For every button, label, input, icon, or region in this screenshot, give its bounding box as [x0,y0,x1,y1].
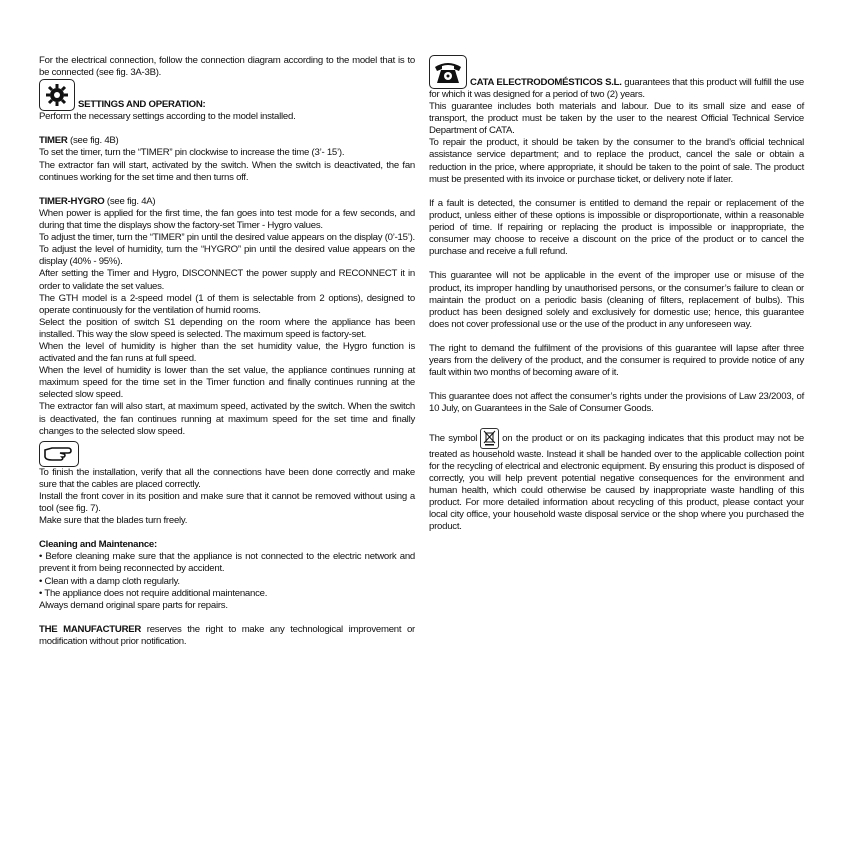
guarantee-para-4: If a fault is detected, the consumer is entitled to demand the repair or replacement of the product, unless either of these options is impossible or disproportionate, within a reasonable period of time. If repairing or replacing the product is impossible or inappropriate, the consumer may choose to receive a discount on the price of the product or to cancel the purchase and receive a full refund. [429,197,804,258]
timer-para-2: The extractor fan will start, activated by the switch. When the switch is deactivated, the fan continues working for the set time and then turns off. [39,159,415,183]
telephone-icon [429,55,467,89]
finish-note-text: To finish the installation, verify that all the connections have been done correctly and make sure that the cables are placed correctly. [39,466,415,490]
hygro-para-2: To adjust the timer, turn the “TIMER” pin until the desired value appears on the display (0’-15’). [39,232,415,244]
cleaning-para-3: • The appliance does not require additional maintenance. [39,587,268,599]
guarantee-para-1 [429,55,804,101]
guarantee-para-2: This guarantee includes both materials and labour. Due to its small size and ease of transport, the product must be taken by the user to the nearest Official Technical Service Department of CATA. [429,101,804,137]
cover-text: Install the front cover in its position and make sure that it cannot be removed without using a tool (see fig. 7). [39,490,415,514]
hygro-para-9: The extractor fan will also start, at maximum speed, activated by the switch. When the switch is deactivated, the fan continues running at maximum speed for the set time and finally changes to the selected slow speed. [39,401,415,437]
connection-intro: For the electrical connection, follow the connection diagram according to the model that is to be connected (see fig. 3A-3B). [39,55,415,79]
hygro-para-3: To adjust the level of humidity, turn the “HYGRO” pin until the desired value appears on the display (40% - 95%). [39,244,415,268]
blades-text: Make sure that the blades turn freely. [39,515,188,527]
guarantee-para-7: This guarantee does not affect the consumer’s rights under the provisions of Law 23/2003, of 10 July, on Guarantees in the Sale of Consumer Goods. [429,391,804,415]
hygro-para-8: When the level of humidity is lower than the set value, the appliance continues running at maximum speed for the time set in the Timer function and finally continues running at the selected slow speed. [39,365,415,401]
cleaning-para-4: Always demand original spare parts for repairs. [39,599,228,611]
hygro-para-1: When power is applied for the first time, the fan goes into test mode for a few seconds, and during that time the displays show the factory-set Timer - Hygro values. [39,207,415,232]
finish-note [39,441,415,467]
settings-title: SETTINGS AND OPERATION: [78,99,206,111]
pointing-hand-icon [39,441,79,467]
cleaning-title [39,539,415,551]
manufacturer-text: reserves the right to make any technological improvement or modification without prior notification. [39,623,415,648]
symbol-pre: The symbol [429,432,478,444]
timer-ref: (see fig. 4B) [67,135,119,147]
cleaning-para-2: • Clean with a damp cloth regularly. [39,575,180,587]
guarantee-para-6: The right to demand the fulfilment of the provisions of this guarantee will lapse after three years from the delivery of the product, and the consumer is required to provide notice of any fault within two months of becoming aware of it. [429,342,804,379]
hygro-para-7: When the level of humidity is higher than the set humidity value, the Hygro function is activated and the fan runs at full speed. [39,340,415,365]
crossed-out-bin-icon [480,428,499,449]
guarantee-text-1: guarantees that this product will fulfill the use for which it was designed for a period of two (2) years. [429,76,804,100]
hygro-para-5: The GTH model is a 2-speed model (1 of them is selectable from 2 options), designed to operate continuously for the ventilation of humid rooms. [39,292,415,316]
timer-title: TIMER [39,135,68,147]
weee-paragraph [429,428,804,534]
manufacturer-note [39,624,415,648]
cleaning-para-1: • Before cleaning make sure that the appliance is not connected to the electric network and prevent it from being reconnected by accident. [39,551,415,575]
timer-heading [39,135,415,147]
cleaning-title-text: Cleaning and Maintenance: [39,539,157,551]
hygro-para-4: After setting the Timer and Hygro, DISCONNECT the power supply and RECONNECT it in order to validate the set values. [39,268,415,292]
settings-heading [39,79,415,111]
hygro-title: TIMER-HYGRO [39,195,105,207]
guarantee-para-3: To repair the product, it should be taken by the consumer to the brand’s official technical assistance service department; and to replace the product, cancel the sale or obtain a reduction in the price, where appropriate, it should be taken to the point of sale. The product must be presented with its invoice or purchase ticket, or delivery note if later. [429,137,804,185]
timer-para-1: To set the timer, turn the “TIMER” pin clockwise to increase the time (3’- 15’). [39,147,345,159]
manufacturer-title: THE MANUFACTURER [39,623,142,635]
settings-text: Perform the necessary settings according to the model installed. [39,111,296,123]
left-column [39,55,415,648]
gear-icon [39,79,75,111]
company-name: CATA ELECTRODOMÉSTICOS S.L. [470,76,622,88]
hygro-heading [39,196,415,208]
symbol-post: on the product or on its packaging indicates that this product may not be treated as household waste. Instead it shall be handed over to the applicable collection point for the recycling of electrical and electronic equipment. By ensuring this product is disposed of correctly, you will help prevent potential negative consequences for the environment and human health, which could otherwise be caused by inappropriate waste handling of this product. For more detailed information about recycling of this product, please contact your local city office, your household waste disposal service or the shop where you purchased the product. [429,432,804,533]
hygro-para-6: Select the position of switch S1 depending on the room where the appliance has been installed. This way the slow speed is selected. The maximum speed is factory-set. [39,316,415,340]
right-column [429,55,804,533]
guarantee-para-5: This guarantee will not be applicable in the event of the improper use or misuse of the product, its improper handling by unauthorised persons, or the consumer’s failure to clean or maintain the product on a periodic basis (cleaning of filters, replacement of bulbs). This product has been designed solely and exclusively for domestic use; hence, this guarantee does not cover professional use or the use of the product in any unforeseen way. [429,270,804,330]
hygro-ref: (see fig. 4A) [104,195,156,207]
